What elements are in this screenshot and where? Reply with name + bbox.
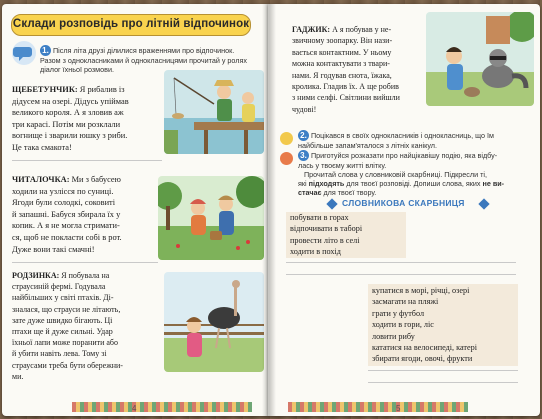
vocab-phrase: збирати ягоди, овочі, фрукти [372, 354, 473, 364]
speech-line: Я рибалив із [79, 85, 125, 94]
task-2-line: найбільше запам'яталося з літніх канікул. [298, 141, 437, 150]
task-3-line: для твоєї твору. [321, 188, 377, 197]
speech-line: ми. [12, 371, 24, 381]
vocab-group-2 [372, 285, 532, 365]
speech-line: копик. А я не могла стримати- [12, 221, 120, 231]
speech-line: Це така смакота! [12, 142, 72, 152]
vocab-title: СЛОВНИКОВА СКАРБНИЦЯ [342, 198, 465, 208]
page-title: Склади розповідь про літній відпочинок [12, 18, 250, 30]
diamond-icon [478, 198, 489, 209]
speech-bubble-icon [12, 41, 36, 65]
page-number: 5 [396, 404, 401, 413]
writing-line [12, 262, 158, 263]
task-1-line: Разом з однокласниками й однокласницями прочитай у ролях [40, 56, 247, 65]
chytalochka-text [12, 174, 158, 255]
vocab-phrase: відпочивати в таборі [290, 224, 363, 234]
left-page [2, 4, 268, 416]
vocab-phrase: грати у футбол [372, 308, 425, 318]
speech-line: А я побував у не- [332, 25, 392, 34]
speech-line: кролика. Гладив їх. А ще робив [292, 82, 399, 92]
ornament-border [72, 402, 252, 412]
speech-line: найбільших у світі птахів. Ді- [12, 293, 114, 303]
speaker-name: ЧИТАЛОЧКА: [12, 175, 70, 184]
speech-line: Я побувала на [61, 271, 110, 280]
speaker-name: ЩЕБЕТУНЧИК: [12, 85, 78, 94]
speech-line: Ягоди були солодкі, соковиті [12, 198, 116, 208]
speech-line: зналася, що страуси не літають, [12, 304, 121, 314]
task-2-number: 2. [298, 130, 309, 141]
task-2-line: Поцікався в своїх однокласників і однокласниць, що їм [311, 131, 494, 140]
speech-line: ходили на узлісся по суниці. [12, 186, 114, 196]
ostrich-farm-illustration [164, 272, 264, 372]
task-3-line: лась у твоєму житті влітку. [298, 161, 387, 170]
speech-line: вогнище і зварили юшку з риби. [12, 131, 128, 141]
shchebetunchyk-text [12, 84, 162, 154]
task-3-line: для твоєї розповіді. Допиши слова, яких [344, 179, 483, 188]
vocab-phrase: купатися в морі, річці, озері [372, 286, 470, 295]
task-3-text [298, 150, 534, 197]
speech-line: вається контактним. У ньому [292, 47, 392, 57]
task-3-bold: підходять [308, 179, 345, 188]
diamond-icon [326, 198, 337, 209]
speech-line: й запашні. Бабуся збирала їх у [12, 209, 121, 219]
vocab-phrase: ловити рибу [372, 331, 415, 341]
page-number: 4 [132, 404, 137, 413]
vocab-phrase: провести літо в селі [290, 235, 360, 245]
title-banner [11, 14, 251, 36]
speaker-name: ГАДЖИК: [292, 25, 331, 34]
right-page [268, 4, 540, 416]
speech-line: з ними селфі. Світлини вийшли [292, 93, 400, 103]
speech-line: й убити навіть лева. Тому зі [12, 349, 107, 359]
speech-line: дідусем на озері. Дідусь упіймав [12, 96, 129, 106]
speaker-name: РОДЗИНКА: [12, 271, 60, 280]
rodzynka-text [12, 270, 162, 382]
speech-line: великого короля. А я зловив аж [12, 108, 124, 118]
task-3-line: Прочитай слова у словниковій скарбниці. Підкресли ті, [304, 170, 487, 179]
vocab-group-1 [290, 212, 520, 258]
speech-line: можна контактувати з твари- [292, 59, 390, 69]
writing-line [12, 160, 162, 161]
speech-line: ся, щоб не покласти собі в рот. [12, 232, 122, 242]
speech-line: Ми з бабусею [71, 175, 121, 184]
vocab-phrase: ходити в гори, ліс [372, 320, 434, 330]
fishing-illustration [164, 70, 264, 154]
vocab-phrase: ходити в похід [290, 247, 341, 257]
task-3-line: які [298, 179, 309, 188]
speech-line: чудові! [292, 104, 317, 114]
writing-line [368, 382, 518, 383]
book-spine [262, 4, 276, 416]
speech-line: страусиній фермі. Годувала [12, 282, 106, 292]
contact-zoo-illustration [426, 12, 534, 106]
writing-line [286, 274, 516, 275]
task-3-bold: не ви- [482, 179, 505, 188]
speech-line: страусами треба бути обережни- [12, 360, 123, 370]
speech-line: зате дуже швидко бігають. Ці [12, 315, 113, 325]
pencil-icon [280, 152, 293, 165]
pencil-icon [280, 132, 293, 145]
writing-line [368, 370, 518, 371]
speech-line: птахи ще й дуже сильні. Удар [12, 327, 113, 337]
writing-line [286, 262, 516, 263]
task-3-line: Приготуйся розказати про найцікавішу подію, яка відбу- [311, 151, 498, 160]
task-1-line: Після літа друзі ділилися враженнями про відпочинок. [53, 46, 235, 55]
speech-line: нами. Я годував єнота, їжака, [292, 70, 392, 80]
vocab-phrase: засмагати на пляжі [372, 297, 439, 307]
task-1-number: 1. [40, 45, 51, 56]
ornament-border [288, 402, 468, 412]
task-2-text [298, 130, 534, 150]
vocab-phrase: побувати в горах [290, 213, 349, 222]
speech-line: звичному зоопарку. Він нази- [292, 36, 393, 46]
speech-line: Дуже вони такі смачні! [12, 244, 95, 254]
task-3-number: 3. [298, 150, 309, 161]
speech-line: їхньої лапи може поранити або [12, 338, 119, 348]
gadzhyk-text [292, 24, 424, 115]
task-1-line: діалог їхньої розмови. [40, 65, 114, 74]
task-3-bold: стачає [298, 188, 322, 197]
strawberry-picking-illustration [158, 176, 264, 260]
vocab-phrase: кататися на велосипеді, катері [372, 343, 477, 353]
speech-line: три карасі. Потім ми розклали [12, 119, 121, 129]
